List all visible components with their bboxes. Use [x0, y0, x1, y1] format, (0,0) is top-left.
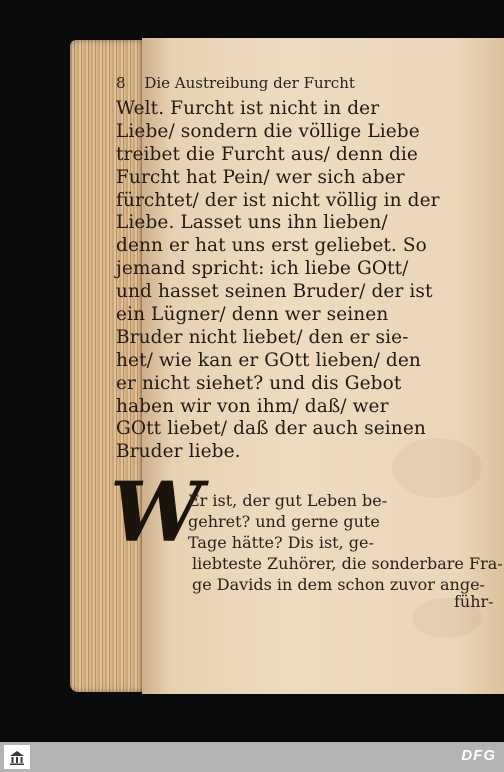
text-line: het/ wie kan er GOtt lieben/ den: [116, 349, 421, 371]
text-line: ein Lügner/ denn wer seinen: [116, 304, 389, 326]
text-line: Furcht hat Pein/ wer sich aber: [116, 166, 405, 188]
text-line: Er ist, der gut Leben be-: [188, 491, 388, 510]
sermon-section: [188, 490, 488, 553]
text-line: fürchtet/ der ist nicht völlig in der: [116, 189, 440, 211]
text-line: haben wir von ihm/ daß/ wer: [116, 395, 389, 417]
page-number: 8: [116, 74, 126, 92]
sermon-section-full-lines: [192, 553, 503, 595]
drop-cap-initial: W: [110, 465, 203, 561]
text-line: treibet die Furcht aus/ denn die: [116, 143, 418, 165]
body-text: [116, 98, 488, 464]
text-line: jemand spricht: ich liebe GOtt/: [116, 258, 409, 280]
text-line: Welt. Furcht ist nicht in der: [116, 98, 380, 119]
library-logo[interactable]: [4, 745, 30, 769]
library-crest-icon: [8, 748, 26, 766]
text-line: Bruder liebe.: [116, 441, 241, 463]
text-line: gehret? und gerne gute: [188, 512, 380, 531]
text-line: liebteste Zuhörer, die sonderbare Fra-: [192, 554, 503, 573]
text-line: und hasset seinen Bruder/ der ist: [116, 281, 433, 303]
catchword: führ-: [454, 592, 494, 611]
text-line: Liebe. Lasset uns ihn lieben/: [116, 212, 388, 234]
text-line: Tage hätte? Dis ist, ge-: [188, 533, 374, 552]
running-head: [116, 74, 476, 96]
viewer-footer: [0, 742, 504, 772]
running-head-title: Die Austreibung der Furcht: [144, 74, 355, 92]
text-line: Bruder nicht liebet/ den er sie-: [116, 326, 409, 348]
text-line: denn er hat uns erst geliebet. So: [116, 235, 427, 257]
text-line: GOtt liebet/ daß der auch seinen: [116, 418, 426, 440]
dfg-logo[interactable]: DFG: [461, 747, 496, 764]
text-line: ge Davids in dem schon zuvor ange-: [192, 575, 485, 594]
text-line: er nicht siehet? und dis Gebot: [116, 372, 402, 394]
text-line: Liebe/ sondern die völlige Liebe: [116, 120, 420, 142]
